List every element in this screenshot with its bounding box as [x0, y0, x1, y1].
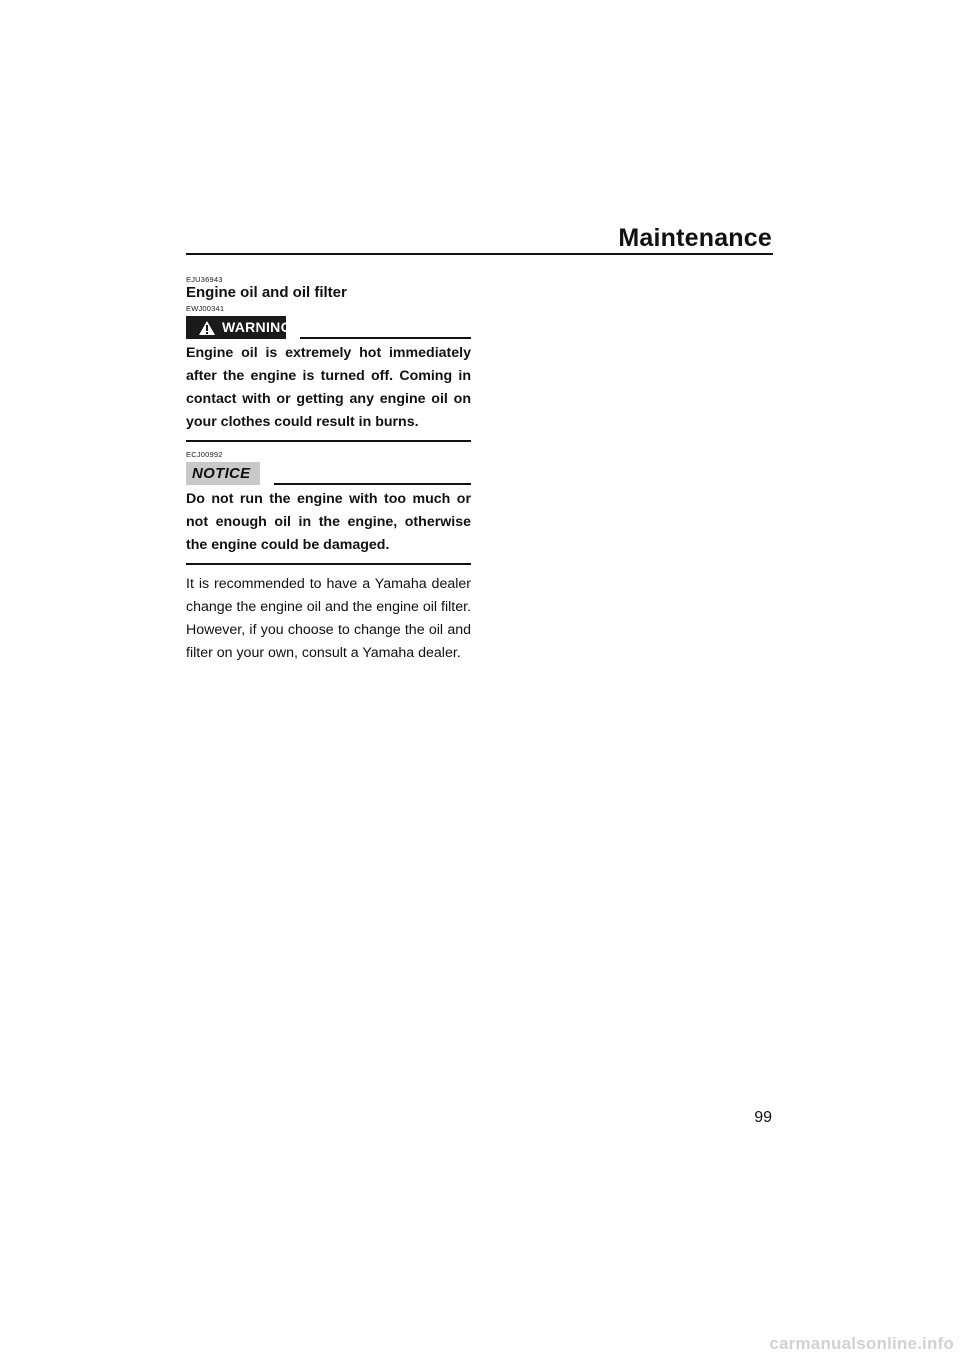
section-code: EJU36943 [186, 275, 223, 284]
warning-label [186, 316, 292, 339]
notice-text: Do not run the engine with too much or not enough oil in the engine, otherwise the engine could be damaged. [186, 491, 471, 553]
content-column [186, 275, 471, 665]
page-number: 99 [754, 1109, 772, 1126]
notice-code: ECJ00992 [186, 450, 223, 459]
page-title: Maintenance [618, 224, 772, 252]
warning-header-rule [300, 337, 471, 339]
warning-label-text: WARNING [222, 319, 292, 335]
watermark: carmanualsonline.info [769, 1334, 954, 1353]
warning-triangle-icon [198, 320, 216, 336]
warning-text: Engine oil is extremely hot immediately after the engine is turned off. Coming in contact with or getting any engine oil on your clothes could result in burns. [186, 345, 471, 430]
section-heading: Engine oil and oil filter [186, 284, 347, 301]
body-paragraph: It is recommended to have a Yamaha dealer change the engine oil and the engine oil filter. However, if you choose to change the oil and filter on your own, consult a Yamaha dealer. [186, 576, 471, 661]
notice-label: NOTICE [186, 462, 260, 485]
notice-end-rule [186, 563, 471, 565]
notice-header-rule [274, 483, 471, 485]
notice-label-row [186, 461, 471, 485]
warning-code: EWJ00341 [186, 304, 225, 313]
warning-label-row [186, 315, 471, 339]
header-rule [186, 253, 773, 255]
